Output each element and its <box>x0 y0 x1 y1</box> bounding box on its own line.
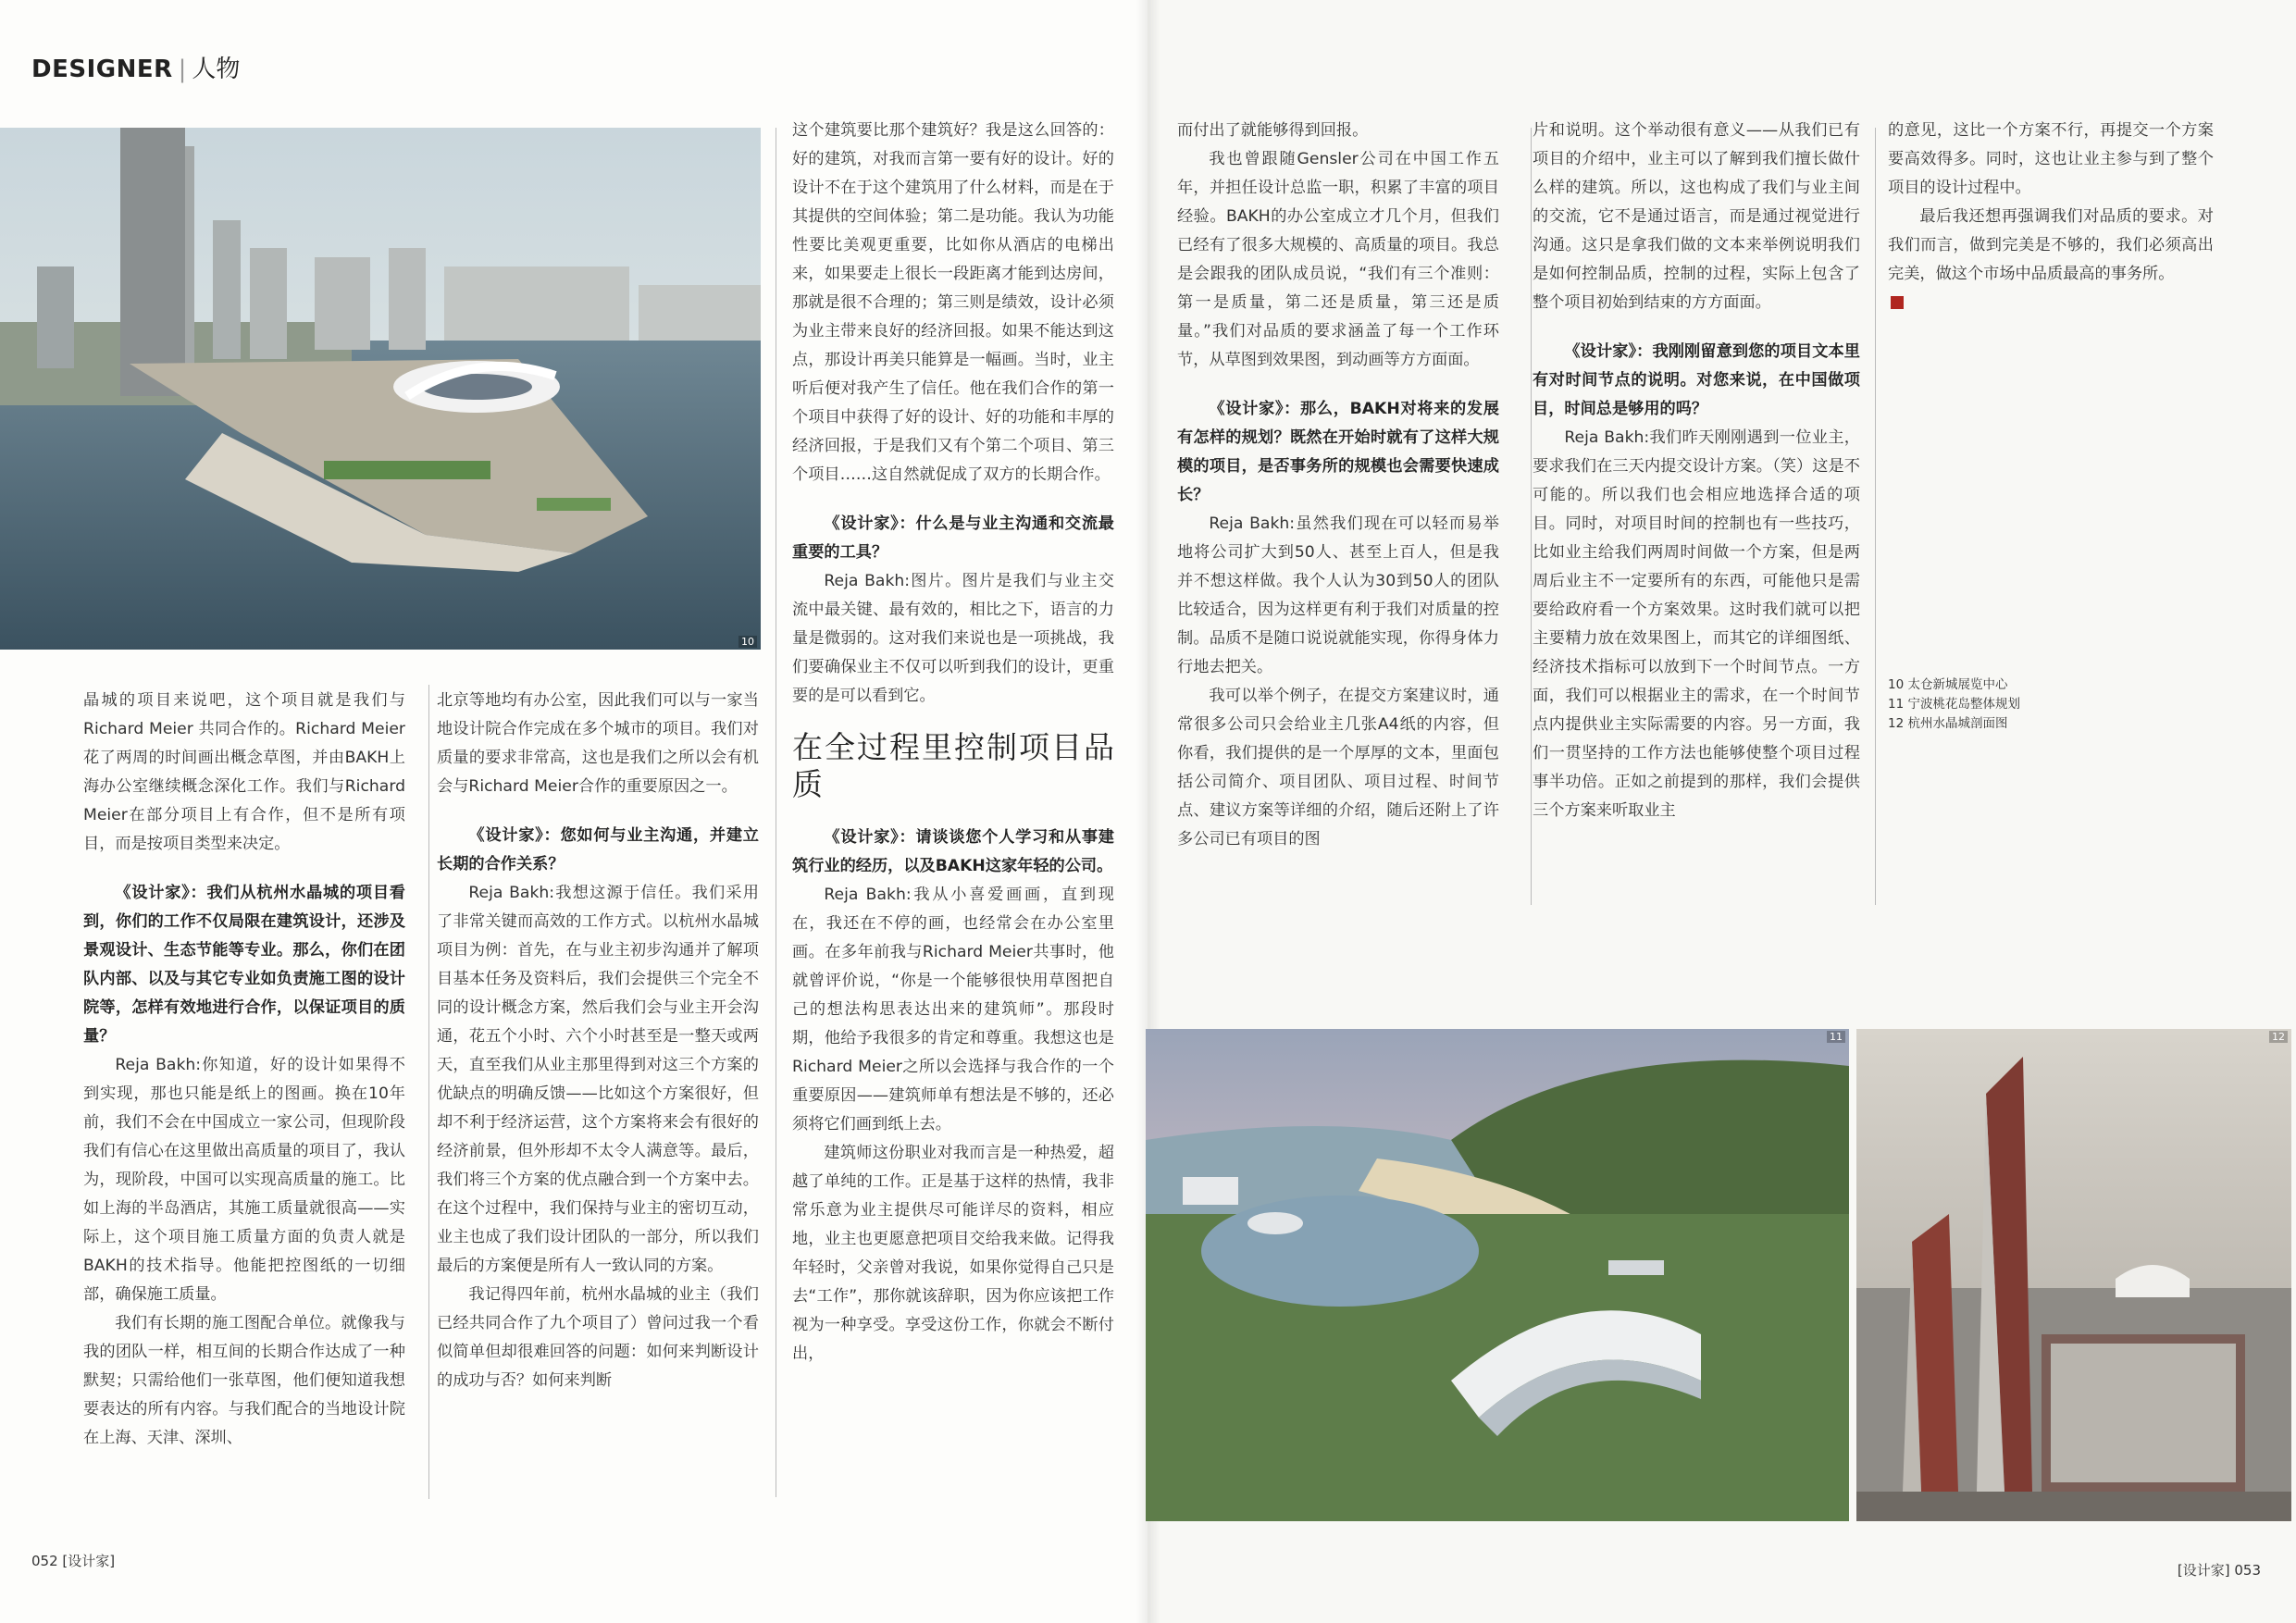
interview-question: 《设计家》：什么是与业主沟通和交流最重要的工具？ <box>792 514 1114 562</box>
paragraph: 我们有长期的施工图配合单位。就像我与我的团队一样，相互间的长期合作达成了一种默契；只需给他们一张草图，他们便知道我想要表达的所有内容。与我们配合的当地设计院在上海、天津、深圳、 <box>83 1314 405 1447</box>
paragraph: Reja Bakh:我想这源于信任。我们采用了非常关键而高效的工作方式。以杭州水晶城项目为例：首先，在与业主初步沟通并了解项目基本任务及资料后，我们会提供三个完全不同的设计概念方案，然后我们会与业主开会沟通，花五个小时、六个小时甚至是一整天或两天，直至我们从业主那里得到对这三个方案的优缺点的明确反馈——比如这个方案很好，但却不利于经济运营，这个方案将来会有很好的经济前景，但外形却不太令人满意等。最后，我们将三个方案的优点融合到一个方案中去。在这个过程中，我们保持与业主的密切互动，业主也成了我们设计团队的一部分，所以我们最后的方案便是所有人一致认同的方案。 <box>437 884 759 1275</box>
text-column-6 <box>1888 117 2214 317</box>
paragraph: 建筑师这份职业对我而言是一种热爱，超越了单纯的工作。正是基于这样的热情，我非常乐意为业主提供尽可能详尽的资料，相应地，业主也更愿意把项目交给我来做。记得我年轻时，父亲曾对我说，如果你觉得自己只是去“工作”，那你就该辞职，因为你应该把工作视为一种享受。享受这份工作，你就会不断付出， <box>792 1144 1114 1363</box>
caption-12: 12 杭州水晶城剖面图 <box>1888 716 2008 731</box>
interview-question: 《设计家》：那么，BAKH对将来的发展有怎样的规划？既然在开始时就有了这样大规模的项目，是否事务所的规模也会需要快速成长？ <box>1177 400 1499 504</box>
photo-exhibition-center <box>0 128 761 650</box>
section-header: DESIGNER | 人物 <box>31 56 241 83</box>
paragraph: Reja Bakh:我们昨天刚刚遇到一位业主，要求我们在三天内提交设计方案。（笑）这是不可能的。所以我们也会相应地选择合适的项目。同时，对项目时间的控制也有一些技巧，比如业主给我们两周时间做一个方案，但是两周后业主不一定要所有的东西，可能他只是需要给政府看一个方案效果。这时我们就可以把主要精力放在效果图上，而其它的详细图纸、经济技术指标可以放到下一个时间节点。一方面，我们可以根据业主的需求，在一个时间节点内提供业主实际需要的内容。另一方面，我们一贯坚持的工作方法也能够使整个项目过程事半功倍。正如之前提到的那样，我们会提供三个方案来听取业主 <box>1533 428 1860 820</box>
photo-number-10: 10 <box>738 636 757 648</box>
section-heading: 在全过程里控制项目品质 <box>792 729 1114 802</box>
text-column-4 <box>1177 117 1499 854</box>
brand-label: DESIGNER <box>31 56 173 83</box>
paragraph: 这个建筑要比那个建筑好？我是这么回答的：好的建筑，对我而言第一要有好的设计。好的设计不在于这个建筑用了什么材料，而是在于其提供的空间体验；第二是功能。我认为功能性要比美观更重要，比如你从酒店的电梯出来，如果要走上很长一段距离才能到达房间，那就是很不合理的；第三则是绩效，设计必须为业主带来良好的经济回报。如果不能达到这点，那设计再美只能算是一幅画。当时，业主听后便对我产生了信任。他在我们合作的第一个项目中获得了好的设计、好的功能和丰厚的经济回报，于是我们又有个第二个项目、第三个项目……这自然就促成了双方的长期合作。 <box>792 121 1114 484</box>
paragraph: Reja Bakh:我从小喜爱画画，直到现在，我还在不停的画，也经常会在办公室里画。在多年前我与Richard Meier共事时，他就曾评价说，“你是一个能够很快用草图把自己的想法构思表达出来的建筑师”。那段时期，他给予我很多的肯定和尊重。我想这也是Richard Meier之所以会选择与我合作的一个重要原因——建筑师单有想法是不够的，还必须将它们画到纸上去。 <box>792 886 1114 1134</box>
interview-question: 《设计家》：您如何与业主沟通，并建立长期的合作关系？ <box>437 826 759 873</box>
photo-island-masterplan <box>1146 1029 1849 1521</box>
paragraph: Reja Bakh:你知道，好的设计如果得不到实现，那也只能是纸上的图画。换在10年前，我们不会在中国成立一家公司，但现阶段我们有信心在这里做出高质量的项目了，我认为，现阶段，中国可以实现高质量的施工。比如上海的半岛酒店，其施工质量就很高——实际上，这个项目施工质量方面的负责人就是BAKH的技术指导。他能把控图纸的一切细部，确保施工质量。 <box>83 1056 405 1304</box>
text-column-5 <box>1533 117 1860 825</box>
photo-number-12: 12 <box>2269 1031 2288 1043</box>
end-mark-icon <box>1891 296 1904 309</box>
paragraph: 我可以举个例子，在提交方案建议时，通常很多公司只会给业主几张A4纸的内容，但你看，我们提供的是一个厚厚的文本，里面包括公司简介、项目团队、项目过程、时间节点、建议方案等详细的介绍，随后还附上了许多公司已有项目的图 <box>1177 687 1499 849</box>
page-number-right: [设计家] 053 <box>2177 1562 2261 1579</box>
caption-11: 11 宁波桃花岛整体规划 <box>1888 697 2020 712</box>
column-rule <box>1531 128 1532 905</box>
column-rule <box>428 685 429 1499</box>
paragraph: 而付出了就能够得到回报。 <box>1177 121 1369 140</box>
paragraph: 最后我还想再强调我们对品质的要求。对我们而言，做到完美是不够的，我们必须高出完美，做这个市场中品质最高的事务所。 <box>1888 207 2214 283</box>
photo-number-11: 11 <box>1827 1031 1845 1043</box>
paragraph: 的意见，这比一个方案不行，再提交一个方案要高效得多。同时，这也让业主参与到了整个项目的设计过程中。 <box>1888 121 2214 197</box>
paragraph: 我记得四年前，杭州水晶城的业主（我们已经共同合作了九个项目了）曾问过我一个看似简单但却很难回答的问题：如何来判断设计的成功与否？如何来判断 <box>437 1285 759 1390</box>
interview-question: 《设计家》：我刚刚留意到您的项目文本里有对时间节点的说明。对您来说，在中国做项目，时间总是够用的吗？ <box>1533 342 1860 418</box>
interview-question: 《设计家》：我们从杭州水晶城的项目看到，你们的工作不仅局限在建筑设计，还涉及景观设计、生态节能等专业。那么，你们在团队内部、以及与其它专业如负责施工图的设计院等，怎样有效地进行合作，以保证项目的质量？ <box>83 884 405 1046</box>
photo-section-drawing <box>1856 1029 2291 1521</box>
paragraph: 片和说明。这个举动很有意义——从我们已有项目的介绍中，业主可以了解到我们擅长做什么样的建筑。所以，这也构成了我们与业主间的交流，它不是通过语言，而是通过视觉进行沟通。这只是拿我们做的文本来举例说明我们是如何控制品质，控制的过程，实际上包含了整个项目初始到结束的方方面面。 <box>1533 121 1860 312</box>
section-label: 人物 <box>192 56 241 83</box>
text-column-2 <box>437 687 759 1395</box>
interview-question: 《设计家》：请谈谈您个人学习和从事建筑行业的经历，以及BAKH这家年轻的公司。 <box>792 828 1114 875</box>
paragraph: 晶城的项目来说吧，这个项目就是我们与Richard Meier 共同合作的。Richard Meier花了两周的时间画出概念草图，并由BAKH上海办公室继续概念深化工作。我们与Richard Meier在部分项目上有合作，但不是所有项目，而是按项目类型来决定。 <box>83 691 405 853</box>
column-rule <box>1875 128 1876 905</box>
text-column-3 <box>792 117 1114 1369</box>
text-column-1 <box>83 687 405 1453</box>
caption-10: 10 太仓新城展览中心 <box>1888 677 2008 692</box>
paragraph: 我也曾跟随Gensler公司在中国工作五年，并担任设计总监一职，积累了丰富的项目经验。BAKH的办公室成立才几个月，但我们已经有了很多大规模的、高质量的项目。我总是会跟我的团队成员说，“我们有三个准则：第一是质量，第二还是质量，第三还是质量。”我们对品质的要求涵盖了每一个工作环节，从草图到效果图，到动画等方方面面。 <box>1177 150 1499 369</box>
paragraph: Reja Bakh:图片。图片是我们与业主交流中最关键、最有效的，相比之下，语言的力量是微弱的。这对我们来说也是一项挑战，我们要确保业主不仅可以听到我们的设计，更重要的是可以看到它。 <box>792 572 1114 705</box>
paragraph: Reja Bakh:虽然我们现在可以轻而易举地将公司扩大到50人、甚至上百人，但是我并不想这样做。我个人认为30到50人的团队比较适合，因为这样更有利于我们对质量的控制。品质不是随口说说就能实现，你得身体力行地去把关。 <box>1177 514 1499 676</box>
page-number-left: 052 [设计家] <box>31 1553 116 1569</box>
paragraph: 北京等地均有办公室，因此我们可以与一家当地设计院合作完成在多个城市的项目。我们对质量的要求非常高，这也是我们之所以会有机会与Richard Meier合作的重要原因之一。 <box>437 691 759 796</box>
figure-captions <box>1888 675 2020 734</box>
